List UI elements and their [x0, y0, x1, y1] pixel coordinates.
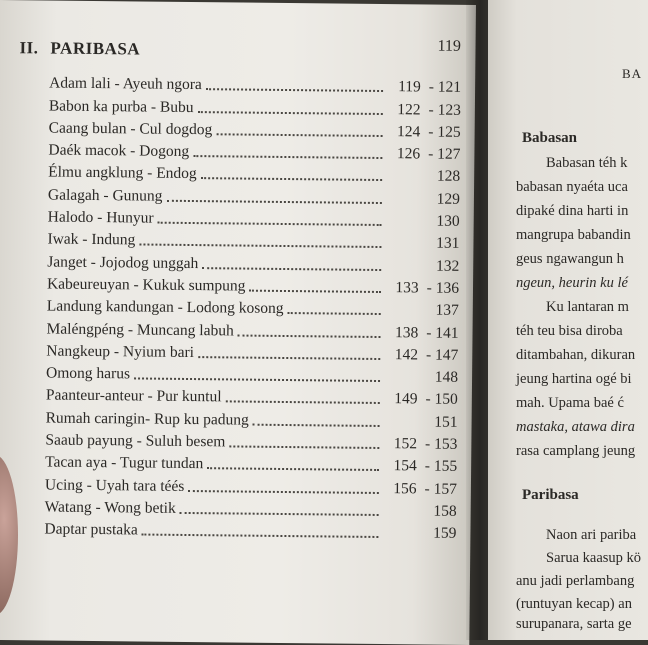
entry-label: Rumah caringin- Rup ku padung	[45, 409, 249, 429]
section-title: PARIBASA	[50, 38, 141, 59]
page-to: - 127	[428, 145, 461, 164]
page-from: 142	[394, 346, 419, 364]
page-to: - 150	[425, 390, 458, 409]
body-line: téh teu bisa diroba	[516, 323, 623, 339]
toc-entry	[44, 516, 456, 543]
body-line: geus ngawangun h	[516, 251, 624, 267]
entry-pages	[382, 524, 456, 543]
dot-leader	[206, 79, 383, 92]
entry-label: Élmu angklung - Endog	[48, 163, 197, 183]
entry-label: Adam lali - Ayeuh ngora	[49, 74, 202, 94]
entry-pages	[385, 301, 459, 320]
page-to: 130	[436, 212, 460, 230]
page-to: 151	[434, 413, 458, 431]
dot-leader	[249, 281, 381, 293]
entry-pages	[384, 368, 458, 387]
dot-leader	[139, 235, 381, 249]
entry-label: Janget - Jojodog unggah	[47, 253, 199, 272]
entry-pages	[387, 101, 461, 120]
toc-entry	[49, 93, 461, 120]
entry-label: Galagah - Gunung	[47, 186, 163, 205]
running-head: BA	[622, 66, 643, 81]
entry-pages	[384, 346, 458, 365]
entry-pages	[385, 257, 459, 276]
entry-pages	[387, 78, 461, 97]
page-to: 128	[436, 168, 461, 186]
entry-pages	[383, 480, 457, 499]
page-to: 131	[436, 234, 460, 253]
page-to: 137	[435, 301, 459, 320]
entry-pages	[383, 435, 457, 454]
entry-label: Nangkeup - Nyium bari	[46, 342, 195, 361]
dot-leader	[197, 102, 382, 115]
dot-leader	[142, 525, 379, 538]
page-from: 154	[393, 457, 417, 475]
dot-leader	[216, 124, 383, 137]
page-from: 124	[397, 123, 421, 141]
body-line	[516, 275, 628, 292]
dot-leader	[226, 392, 380, 405]
dot-leader	[188, 481, 379, 494]
toc-entry	[46, 360, 458, 387]
dot-leader	[207, 459, 379, 472]
entry-label: Caang bulan - Cul dogdog	[48, 119, 213, 139]
toc-entry	[48, 137, 460, 164]
body-line: jeung hartina ogé bi	[516, 371, 632, 387]
dot-leader	[202, 258, 381, 271]
page-number: 119	[437, 37, 462, 55]
page-to: - 136	[426, 279, 460, 297]
entry-label: Daptar pustaka	[44, 520, 138, 539]
toc-entry	[46, 316, 458, 343]
section-paribasa-title: Paribasa	[522, 487, 579, 503]
body-line: ditambahan, dikuran	[516, 347, 636, 363]
entry-pages	[384, 413, 458, 432]
page-from: 122	[397, 100, 421, 119]
body-line: (runtuyan kecap) an	[516, 596, 632, 612]
page-from: 156	[393, 479, 417, 498]
toc-entry	[47, 249, 459, 276]
page-from: 138	[394, 323, 419, 341]
toc-entry	[48, 182, 460, 209]
dot-leader	[134, 369, 380, 383]
dot-leader	[180, 503, 379, 516]
page-to: 148	[434, 368, 459, 386]
entry-pages	[384, 390, 458, 409]
dot-leader	[288, 303, 381, 315]
page-to: - 141	[426, 324, 459, 342]
dot-leader	[198, 347, 380, 360]
section-heading	[19, 38, 140, 59]
body-line: Sarua kaasup kö	[546, 550, 642, 566]
toc-entry	[48, 204, 460, 231]
entry-label: Ucing - Uyah tara téés	[44, 476, 185, 495]
page-from: 149	[394, 390, 418, 408]
toc-entry	[47, 293, 459, 320]
toc-entry	[49, 115, 461, 142]
body-line-italic: mastaka, atawa dira	[516, 419, 635, 435]
entry-pages	[386, 212, 460, 231]
toc-entry	[46, 338, 458, 365]
entry-label: Daék macok - Dogong	[48, 141, 190, 161]
entry-label: Maléngpéng - Muncang labuh	[46, 320, 234, 340]
body-line: anu jadi perlambang	[516, 573, 635, 589]
toc-entry	[48, 160, 460, 187]
right-page	[488, 0, 648, 640]
toc-entry	[45, 427, 457, 454]
entry-label: Iwak - Indung	[47, 230, 136, 249]
dot-leader	[201, 169, 383, 182]
toc-entry	[46, 383, 458, 410]
dot-leader	[193, 146, 382, 159]
entry-pages	[386, 190, 460, 209]
toc-entry	[45, 494, 457, 521]
page-to: - 157	[424, 480, 457, 498]
entry-pages	[386, 168, 460, 187]
toc-entry	[45, 450, 457, 477]
page-to: - 121	[428, 78, 462, 97]
entry-label: Watang - Wong betik	[44, 498, 176, 517]
dot-leader	[238, 325, 381, 337]
page-to: - 153	[424, 435, 458, 453]
section-babasan-title: Babasan	[522, 130, 578, 146]
body-line: surupanara, sarta ge	[516, 616, 632, 632]
entry-label: Tacan aya - Tugur tundan	[45, 453, 204, 473]
page-from: 133	[395, 279, 419, 297]
page-from: 119	[398, 78, 421, 96]
section-number: II.	[19, 38, 39, 58]
page-from: 152	[393, 435, 418, 453]
toc-entry	[45, 472, 457, 499]
entry-label: Omong harus	[46, 364, 131, 383]
entry-label: Saaub payung - Suluh besem	[45, 431, 226, 451]
page-to: 158	[433, 502, 457, 520]
page-to: - 155	[424, 457, 458, 476]
page-to: - 125	[428, 123, 461, 141]
body-line: Babasan téh k	[546, 155, 628, 171]
body-line: Naon ari pariba	[546, 527, 637, 543]
dot-leader	[158, 213, 382, 226]
body-line: babasan nyaéta uca	[516, 179, 628, 195]
body-line: dipaké dina harti in	[516, 203, 629, 219]
page-to: 159	[433, 524, 457, 543]
table-of-contents	[44, 71, 461, 544]
toc-entry	[49, 71, 461, 98]
body-line: mangrupa babandin	[516, 227, 631, 243]
page-to: 129	[436, 190, 461, 208]
body-line: rasa camplang jeung	[516, 443, 636, 459]
toc-entry	[47, 227, 459, 254]
page-from: 126	[396, 145, 421, 163]
dot-leader	[166, 191, 382, 204]
entry-label: Halodo - Hunyur	[47, 208, 154, 227]
entry-pages	[387, 123, 461, 142]
entry-label: Landung kandungan - Lodong kosong	[46, 297, 284, 318]
entry-label: Kabeureuyan - Kukuk sumpung	[46, 275, 246, 295]
entry-pages	[385, 234, 459, 253]
page-to: - 147	[425, 346, 459, 364]
entry-pages	[383, 457, 457, 476]
entry-pages	[384, 324, 458, 343]
body-line	[516, 419, 635, 436]
body-line: mah. Upama baé ć	[516, 395, 624, 411]
entry-pages	[385, 279, 459, 298]
entry-pages	[383, 502, 457, 521]
body-line: Ku lantaran m	[546, 299, 629, 315]
entry-pages	[386, 145, 460, 164]
entry-label: Paanteur-anteur - Pur kuntul	[45, 386, 222, 406]
dot-leader	[229, 436, 379, 449]
page-to: - 123	[428, 101, 461, 119]
toc-entry	[47, 271, 459, 298]
body-line-italic: ngeun, heurin ku lé	[516, 275, 628, 291]
page-to: 132	[435, 257, 460, 275]
toc-entry	[46, 405, 458, 432]
dot-leader	[253, 414, 380, 426]
entry-label: Babon ka purba - Bubu	[48, 97, 194, 116]
